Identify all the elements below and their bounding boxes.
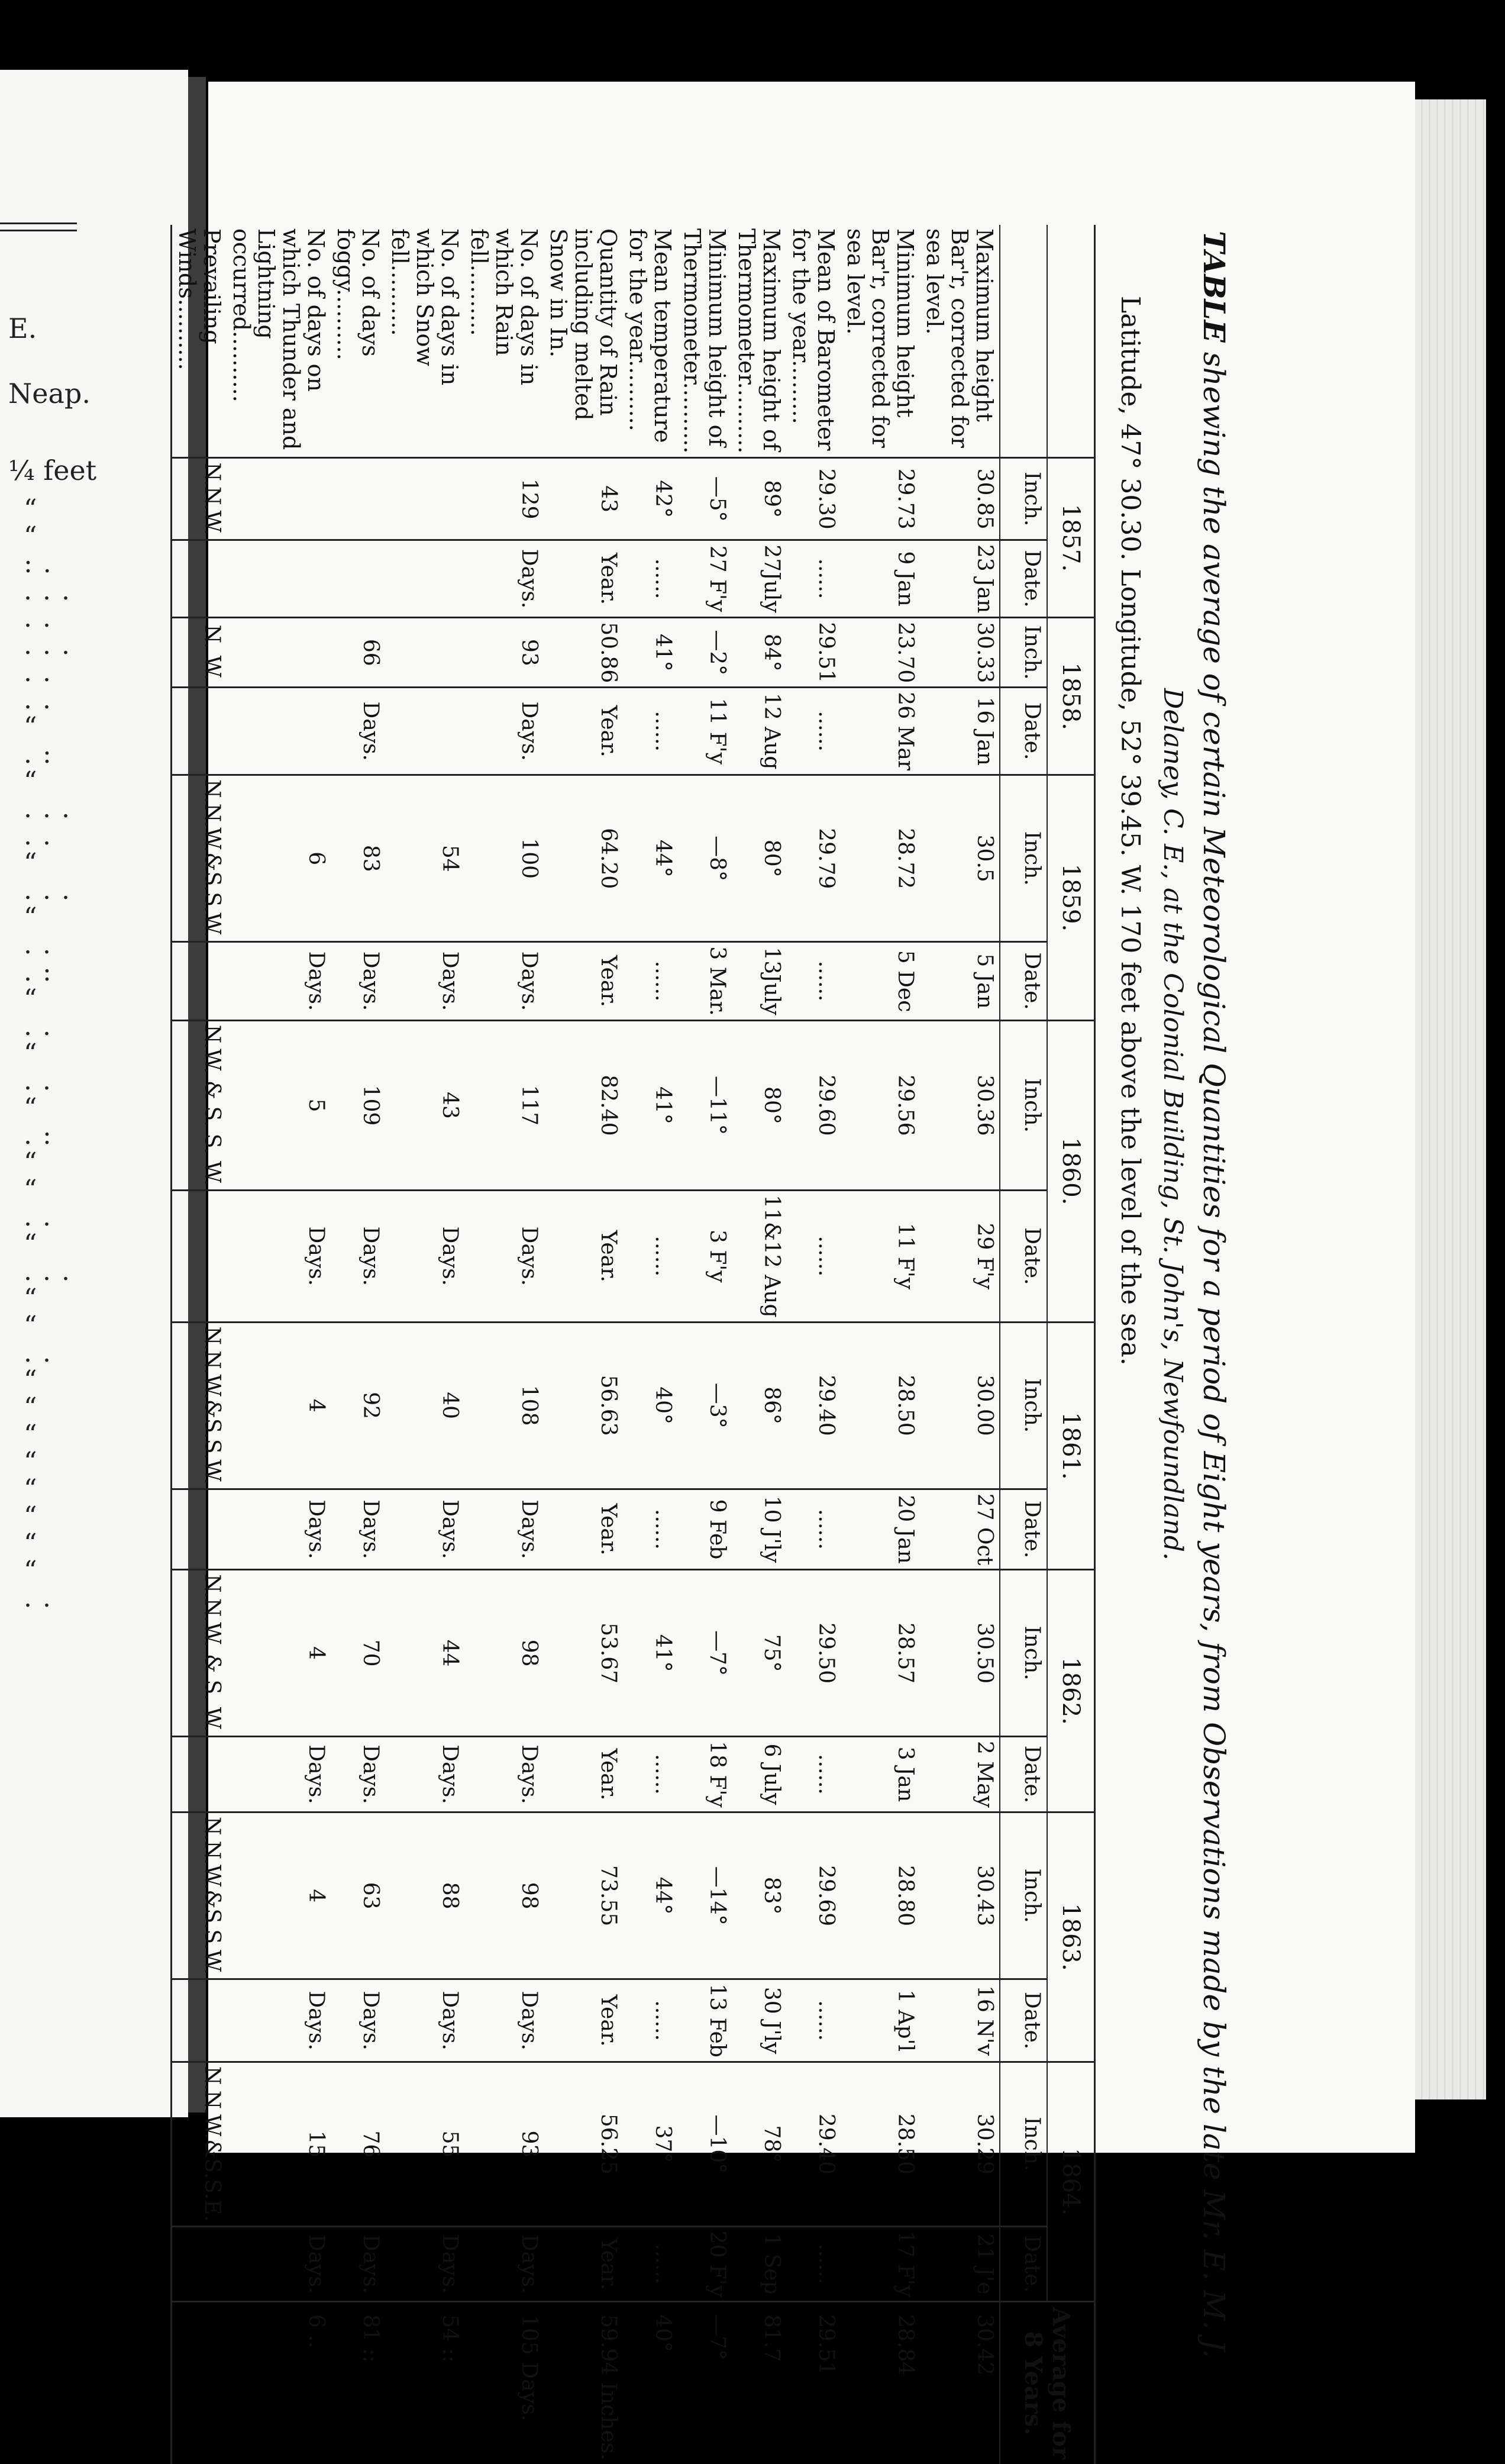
date-cell: 9 Jan [841,540,920,617]
value-cell: 43 [385,1020,464,1190]
year-header: 1863. [1047,1812,1095,2062]
value-cell: 75° [732,1570,786,1737]
value-cell: 30.85 [920,458,1000,540]
date-cell: Year. [544,2226,623,2301]
date-cell [172,942,227,1020]
value-cell: 76 [331,2062,385,2226]
title-text: shewing the average of certain Meteorological Quantities for a period of Eight years, from Observations made by the late Mr. E. M. J. [1197,351,1231,2359]
date-cell: ...... [623,942,677,1020]
year-header: 1861. [1047,1322,1095,1570]
average-cell: —7° [677,2302,732,2464]
year-header: 1860. [1047,1020,1095,1322]
date-cell: Days. [464,1489,544,1569]
fragment-text: Neap. [8,378,91,409]
corner-cell [1000,225,1047,458]
date-cell: ...... [623,540,677,617]
date-cell: ...... [623,1489,677,1569]
row-label: No. of days in which Snow fell.......... [387,228,463,386]
value-cell: 29.40 [786,2062,841,2226]
row-label: No. of days foggy.......... [332,228,383,360]
value-cell: 29.40 [786,1322,841,1489]
value-cell: N.N.W.&S.S.W. [172,775,227,942]
date-cell: ...... [623,1737,677,1812]
date-cell: 30 J'ly [732,1979,786,2062]
value-cell: 78° [732,2062,786,2226]
date-cell: 27July [732,540,786,617]
corner-cell [1047,225,1095,458]
average-cell: 105 Days. [464,2302,544,2464]
value-cell: 28.72 [841,775,920,942]
date-cell: Days. [227,2226,331,2301]
value-cell: N.N.W.&S.S.W. [172,1322,227,1489]
value-cell: 5 [227,1020,331,1190]
date-cell: ...... [786,2226,841,2301]
table-row [920,225,1000,2464]
value-cell: 4 [227,1322,331,1489]
date-cell: Days. [464,1191,544,1322]
date-cell: Year. [544,1979,623,2062]
date-cell: ...... [786,1979,841,2062]
sub-header-inch: Inch. [1000,1020,1047,1190]
row-label: Maximum height of Thermometer.......... [734,228,784,454]
table-row [841,225,920,2464]
date-cell: 27 F'y [677,540,732,617]
average-cell: 29.51 [786,2302,841,2464]
date-cell [172,540,227,617]
date-cell: Days. [385,1737,464,1812]
year-header-row [1047,225,1095,2464]
date-cell: 18 F'y [677,1737,732,1812]
date-cell: Days. [385,1979,464,2062]
value-cell: 4 [227,1570,331,1737]
date-cell: Days. [464,942,544,1020]
value-cell: 28.80 [841,1812,920,1979]
sub-header-inch: Inch. [1000,775,1047,942]
date-cell: Year. [544,1737,623,1812]
row-label: Quantity of Rain including melted Snow in In. [545,228,621,421]
date-cell: Year. [544,942,623,1020]
date-cell [172,1191,227,1322]
date-cell: Days. [464,2226,544,2301]
date-cell: 21 J'e [920,2226,1000,2301]
value-cell: 56.25 [544,2062,623,2226]
table-row [227,225,331,2464]
date-cell: ...... [786,1191,841,1322]
date-cell: Days. [385,2226,464,2301]
date-cell: ...... [786,1737,841,1812]
date-cell: Days. [331,1979,385,2062]
sub-header-inch: Inch. [1000,1570,1047,1737]
value-cell: 43 [544,458,623,540]
value-cell [385,618,464,688]
sub-header-inch: Inch. [1000,458,1047,540]
sub-header-date: Date. [1000,540,1047,617]
date-cell: 16 Jan [920,688,1000,775]
date-cell: Days. [464,1737,544,1812]
value-cell: —11° [677,1020,732,1190]
date-cell: 27 Oct [920,1489,1000,1569]
fragment-text: E. [8,312,37,344]
date-cell: Year. [544,1489,623,1569]
table-row [623,225,677,2464]
date-cell: 17 F'y [841,2226,920,2301]
date-cell: 20 F'y [677,2226,732,2301]
date-cell: Days. [385,1191,464,1322]
date-cell [385,540,464,617]
value-cell [227,618,331,688]
facing-page-fragment [0,70,188,2117]
value-cell: 55 [385,2062,464,2226]
value-cell: 37° [623,2062,677,2226]
date-cell: 2 May [920,1737,1000,1812]
value-cell: 53.67 [544,1570,623,1737]
year-header: 1859. [1047,775,1095,1021]
average-cell: 28.84 [841,2302,920,2464]
sub-header-inch: Inch. [1000,1812,1047,1979]
value-cell: 93 [464,618,544,688]
value-cell: 29.69 [786,1812,841,1979]
date-cell: Days. [331,1737,385,1812]
table-row [464,225,544,2464]
value-cell: N.N.W. [172,458,227,540]
value-cell: 30.33 [920,618,1000,688]
average-cell: 6 .. [227,2302,331,2464]
date-cell: 10 J'ly [732,1489,786,1569]
row-label: Maximum height Bar'r, corrected for sea level. [922,228,997,448]
value-cell: 54 [385,775,464,942]
year-header: 1864. [1047,2062,1095,2301]
value-cell: 29.50 [786,1570,841,1737]
date-cell: Days. [227,1191,331,1322]
value-cell: 29.79 [786,775,841,942]
value-cell: 28.50 [841,2062,920,2226]
value-cell: —7° [677,1570,732,1737]
value-cell: 80° [732,775,786,942]
value-cell: 40° [623,1322,677,1489]
value-cell: 41° [623,1020,677,1190]
value-cell: 29.30 [786,458,841,540]
value-cell: 100 [464,775,544,942]
date-cell: 11 F'y [677,688,732,775]
sub-header-date: Date. [1000,942,1047,1020]
date-cell: ...... [623,1191,677,1322]
date-cell: 3 F'y [677,1191,732,1322]
value-cell: 64.20 [544,775,623,942]
value-cell: 98 [464,1570,544,1737]
date-cell [172,688,227,775]
value-cell: 30.50 [920,1570,1000,1737]
sub-header-inch: Inch. [1000,2062,1047,2226]
value-cell: 70 [331,1570,385,1737]
value-cell: 30.5 [920,775,1000,942]
value-cell: 93 [464,2062,544,2226]
value-cell: —5° [677,458,732,540]
date-cell: ...... [623,2226,677,2301]
value-cell: 30.36 [920,1020,1000,1190]
table-row [544,225,623,2464]
average-cell: 59.94 Inches. [544,2302,623,2464]
average-cell [172,2302,227,2464]
value-cell: 63 [331,1812,385,1979]
sub-header-date: Date. [1000,688,1047,775]
date-cell: Days. [331,1191,385,1322]
value-cell: N.N.W. & S. W. [172,1570,227,1737]
date-cell: ...... [786,1489,841,1569]
date-cell: Days. [227,1489,331,1569]
year-header: 1862. [1047,1570,1095,1812]
date-cell: Days. [331,1489,385,1569]
value-cell: 42° [623,458,677,540]
sub-header-inch: Inch. [1000,1322,1047,1489]
value-cell: 50.86 [544,618,623,688]
date-cell: Days. [331,942,385,1020]
average-cell: 40° [623,2302,677,2464]
date-cell: Days. [227,942,331,1020]
date-cell: Year. [544,540,623,617]
date-cell: ...... [786,942,841,1020]
value-cell: 88 [385,1812,464,1979]
date-cell: Days. [464,1979,544,2062]
value-cell [331,458,385,540]
table-row [732,225,786,2464]
value-cell: —10° [677,2062,732,2226]
value-cell: 109 [331,1020,385,1190]
value-cell: 29.73 [841,458,920,540]
date-cell: ...... [623,688,677,775]
date-cell: ...... [786,688,841,775]
value-cell: 41° [623,618,677,688]
sub-header-date: Date. [1000,1191,1047,1322]
row-label: No. of days in which Rain fell.......... [466,228,542,386]
sub-header-row [1000,225,1047,2464]
date-cell: Days. [331,688,385,775]
value-cell: 6 [227,775,331,942]
table-row [172,225,227,2464]
value-cell: 83° [732,1812,786,1979]
value-cell: 56.63 [544,1322,623,1489]
row-label: Prevailing Winds.......... [172,225,227,458]
value-cell: 83 [331,775,385,942]
date-cell: 16 N'v [920,1979,1000,2062]
average-cell: 54 :: [385,2302,464,2464]
row-label: No. of days on which Thunder and Lightning occurred.......... [228,228,329,450]
value-cell: N. W. [172,618,227,688]
average-header: Average for 8 Years. [1000,2302,1095,2464]
value-cell: 73.55 [544,1812,623,1979]
value-cell: 129 [464,458,544,540]
date-cell: Days. [385,942,464,1020]
date-cell [172,1489,227,1569]
date-cell [172,1979,227,2062]
value-cell: —3° [677,1322,732,1489]
sub-header-inch: Inch. [1000,618,1047,688]
value-cell [227,458,331,540]
value-cell: 44° [623,1812,677,1979]
date-cell: 1 Sep [732,2226,786,2301]
average-cell: 81 :: [331,2302,385,2464]
table-row [677,225,732,2464]
value-cell: 89° [732,458,786,540]
value-cell: 4 [227,1812,331,1979]
rotated-table-content [174,225,1232,2460]
value-cell: 84° [732,618,786,688]
date-cell: ...... [786,540,841,617]
value-cell: 44° [623,775,677,942]
value-cell: 82.40 [544,1020,623,1190]
date-cell: Year. [544,688,623,775]
date-cell: 11&12 Aug [732,1191,786,1322]
value-cell: 29.60 [786,1020,841,1190]
row-label: Mean temperature for the year.......... [625,228,676,443]
value-cell: 108 [464,1322,544,1489]
value-cell: 40 [385,1322,464,1489]
sub-header-date: Date. [1000,1979,1047,2062]
value-cell: 98 [464,1812,544,1979]
table-row [786,225,841,2464]
title-prefix: TABLE [1197,231,1232,343]
date-cell: Days. [385,1489,464,1569]
date-cell: 3 Jan [841,1737,920,1812]
value-cell: —14° [677,1812,732,1979]
value-cell: 44 [385,1570,464,1737]
average-cell: 81.7 [732,2302,786,2464]
fragment-text: ¼ feet [8,454,97,486]
date-cell [385,688,464,775]
value-cell: 15 [227,2062,331,2226]
table-title [1197,231,1232,2359]
date-cell [331,540,385,617]
year-header: 1857. [1047,458,1095,618]
date-cell: Year. [544,1191,623,1322]
value-cell: N.W. & S. S. W. [172,1020,227,1190]
value-cell: N.N.W.&S.S.W. [172,1812,227,1979]
value-cell: 86° [732,1322,786,1489]
row-label: Mean of Barometer for the year......... [788,228,839,451]
row-label: Minimum height Bar'r, corrected for sea level. [842,228,918,448]
date-cell: 11 F'y [841,1191,920,1322]
value-cell: 30.00 [920,1322,1000,1489]
value-cell: 117 [464,1020,544,1190]
table-row [385,225,464,2464]
date-cell: 5 Jan [920,942,1000,1020]
date-cell: 9 Feb [677,1489,732,1569]
meteorological-table [170,225,1096,2464]
date-cell: 20 Jan [841,1489,920,1569]
value-cell: 30.29 [920,2062,1000,2226]
date-cell: 12 Aug [732,688,786,775]
value-cell: 41° [623,1570,677,1737]
date-cell: Days. [331,2226,385,2301]
page-edges [1415,99,1486,2099]
value-cell: —2° [677,618,732,688]
table-subtitle: Delaney, C. E., at the Colonial Building, St. John's, Newfoundland. [1158,688,1188,1560]
year-header: 1858. [1047,618,1095,775]
date-cell: 13July [732,942,786,1020]
value-cell: —8° [677,775,732,942]
value-cell: 29.51 [786,618,841,688]
date-cell [227,540,331,617]
value-cell [385,458,464,540]
ditto-marks-column: “ “ : . . . . . . . . . . . . . “ . : “ . . . . . “ . . . “ . . . : “ . . “ . . “ . : “ “ . . “ . . . “ “ . . “ “ “ “ “ “ “ “ . . [24,494,71,1613]
date-cell: 3 Mar. [677,942,732,1020]
table-row [331,225,385,2464]
value-cell: 28.57 [841,1570,920,1737]
value-cell: 80° [732,1020,786,1190]
rule-line [0,230,77,231]
value-cell: 23.70 [841,618,920,688]
date-cell: Days. [227,1737,331,1812]
value-cell: 30.43 [920,1812,1000,1979]
date-cell: Days. [227,1979,331,2062]
date-cell: 13 Feb [677,1979,732,2062]
value-cell: 28.50 [841,1322,920,1489]
date-cell: 29 F'y [920,1191,1000,1322]
table-coordinates: Latitude, 47° 30.30. Longitude, 52° 39.45. W. 170 feet above the level of the sea. [1115,296,1145,1366]
sub-header-date: Date. [1000,1489,1047,1569]
date-cell [227,688,331,775]
date-cell: ...... [623,1979,677,2062]
average-cell: 30.42 [920,2302,1000,2464]
date-cell: 26 Mar [841,688,920,775]
date-cell: Days. [464,688,544,775]
value-cell: 92 [331,1322,385,1489]
date-cell: Days. [464,540,544,617]
date-cell: 6 July [732,1737,786,1812]
date-cell: 1 Ap'l [841,1979,920,2062]
row-label: Minimum height of Thermometer.......... [679,228,730,454]
value-cell: N.N.W.&S.S.E. [172,2062,227,2226]
value-cell: 29.56 [841,1020,920,1190]
date-cell: 5 Dec [841,942,920,1020]
rule-line [0,222,77,224]
date-cell [172,1737,227,1812]
sub-header-date: Date. [1000,2226,1047,2301]
value-cell: 66 [331,618,385,688]
date-cell [172,2226,227,2301]
date-cell: 23 Jan [920,540,1000,617]
sub-header-date: Date. [1000,1737,1047,1812]
